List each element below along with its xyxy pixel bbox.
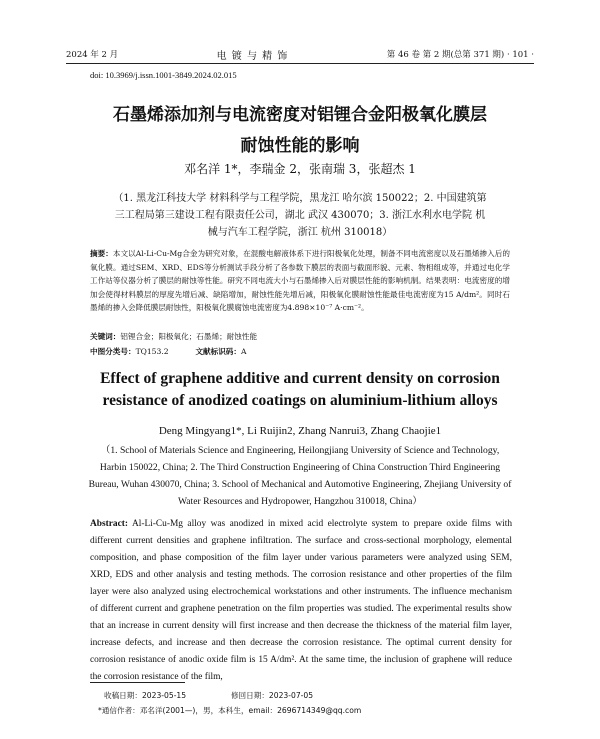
- received-date: 收稿日期：2023-05-15: [104, 691, 187, 700]
- abstract-en-text: Al-Li-Cu-Mg alloy was anodized in mixed acid electrolyte system to prepare oxide films with different current densities and graphene infiltration. The surface and cross-sectional morphology, elemental composition, and phase composition of the film layer under various parameters were analyzed using SEM, XRD, EDS and other analysis and testing methods. The corrosion resistance and other properties of the film layer were also analyzed using electrochemical workstations and other instruments. The influence mechanism of different current and graphene penetration on the film properties was studied. The experimental results show that an increase in current density will first increase and then decrease the thickness of the material film layer, increase defects, and increase and then decrease the corrosion resistance. The optimal current density for corrosion resistance of anodic oxide film is 15 A/dm². At the same time, the inclusion of graphene will reduce the corrosion resistance of the film,: [90, 519, 513, 682]
- title-cn-line1: 石墨烯添加剂与电流密度对铝锂合金阳极氧化膜层: [113, 105, 487, 125]
- abstract-cn: [90, 247, 510, 315]
- abstract-cn-text: 本文以Al-Li-Cu-Mg合金为研究对象，在混酸电解液体系下进行阳极氧化处理，制备不同电流密度以及石墨烯掺入后的氧化膜。通过SEM、XRD、EDS等分析测试手段分析了各参数下膜层的表面与截面形貌、元素、物相组成等，并通过电化学工作站等仪器分析了膜层的耐蚀等性能。研究不同电流大小与石墨烯掺入后对膜层性能的影响机制。结果表明：电流密度的增加会使得材料膜层的厚度先增后减、缺陷增加，耐蚀性能先增后减，阳极氧化膜耐蚀性能最佳电流密度为15 A/dm²。同时石墨烯的掺入会降低膜层耐蚀性，阳极氧化膜腐蚀电流密度为4.898×10⁻⁷ A·cm⁻²。: [90, 249, 510, 312]
- abstract-en: [90, 516, 512, 686]
- revised-date: 修回日期：2023-07-05: [230, 691, 314, 700]
- title-en: Effect of graphene additive and current density on corrosion resistance of anodized coatings on aluminium-lithium alloys: [100, 370, 500, 409]
- doc-code-label: 文献标识码：: [195, 347, 241, 356]
- footnote-dates: [104, 690, 313, 701]
- footnote-author: *通信作者：邓名洋(2001—)，男，本科生，email：2696714349@qq.com: [98, 706, 362, 715]
- footnote-rule: [90, 682, 185, 683]
- running-header: [66, 45, 534, 63]
- abstract-en-label: Abstract:: [90, 519, 129, 529]
- authors-en: Deng Mingyang1*, Li Ruijin2, Zhang Nanrui3, Zhang Chaojie1: [158, 425, 442, 437]
- header-issue: 第 46 卷 第 2 期(总第 371 期) · 101 ·: [386, 50, 534, 60]
- authors-cn: 邓名洋 1*，李瑞金 2，张南瑞 3，张超杰 1: [184, 162, 416, 176]
- keywords-cn: [90, 331, 510, 342]
- abstract-cn-label: 摘要：: [90, 249, 113, 258]
- doc-code-value: A: [241, 347, 247, 356]
- title-cn-line2: 耐蚀性能的影响: [240, 136, 360, 156]
- affiliation-cn: （1. 黑龙江科技大学 材料科学与工程学院，黑龙江 哈尔滨 150022；2. 中国建筑第三工程局第三建设工程有限责任公司，湖北 武汉 430070；3. 浙江水利水电学院 机械与汽车工程学院，浙江 杭州 310018）: [113, 193, 487, 238]
- clc-value: TQ153.2: [135, 347, 169, 356]
- classification: [90, 346, 510, 357]
- header-date: 2024 年 2 月: [66, 50, 119, 60]
- keywords-cn-text: 铝锂合金；阳极氧化；石墨烯；耐蚀性能: [120, 332, 258, 341]
- clc-label: 中图分类号：: [90, 347, 136, 356]
- affiliation-en: （1. School of Materials Science and Engineering, Heilongjiang University of Science and Technology, Harbin 150022, China; 2. The Third Construction Engineering of China Construction Third Engineering Bureau, Wuhan 430070, China; 3. School of Mechanical and Automotive Engineering, Zhejiang University of Water Resources and Hydropower, Hangzhou 310018, China）: [88, 445, 512, 507]
- keywords-cn-label: 关键词：: [90, 332, 121, 341]
- header-rule: [66, 63, 534, 64]
- doi: doi: 10.3969/j.issn.1001-3849.2024.02.015: [90, 70, 237, 80]
- header-journal: 电 镀 与 精 饰: [216, 50, 289, 62]
